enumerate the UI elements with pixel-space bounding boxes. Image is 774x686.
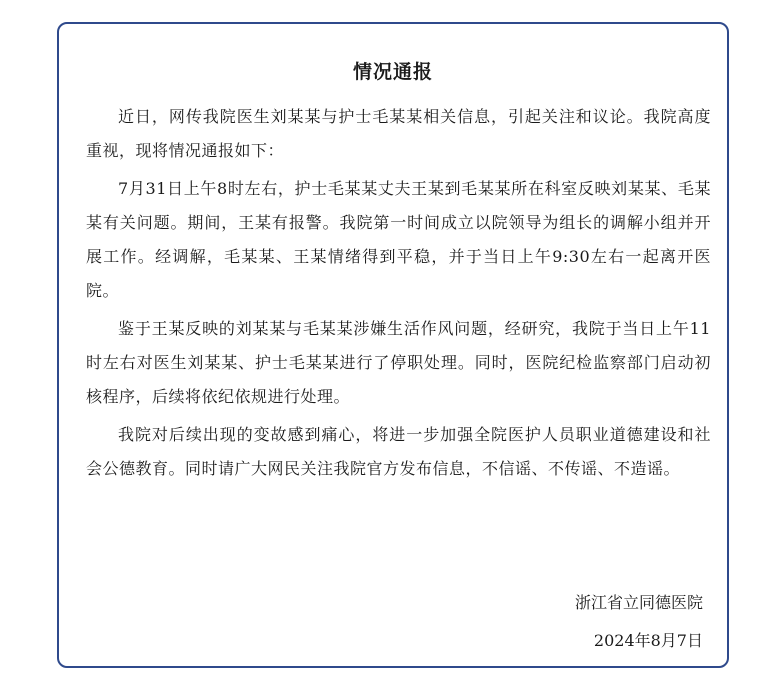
notice-body xyxy=(86,100,711,490)
paragraph-handling: 鉴于王某反映的刘某某与毛某某涉嫌生活作风问题，经研究，我院于当日上午11时左右对医生刘某某、护士毛某某进行了停职处理。同时，医院纪检监察部门启动初核程序，后续将依纪依规进行处理。 xyxy=(86,319,711,406)
paragraph-intro: 近日，网传我院医生刘某某与护士毛某某相关信息，引起关注和议论。我院高度重视，现将情况通报如下： xyxy=(86,107,711,160)
signature-block xyxy=(575,584,703,660)
paragraph-closing: 我院对后续出现的变故感到痛心，将进一步加强全院医护人员职业道德建设和社会公德教育。同时请广大网民关注我院官方发布信息，不信谣、不传谣、不造谣。 xyxy=(86,425,711,478)
notice-document xyxy=(57,22,729,668)
notice-title: 情况通报 xyxy=(352,61,433,83)
issuer-name: 浙江省立同德医院 xyxy=(574,593,703,612)
issue-date: 2024年8月7日 xyxy=(593,631,703,650)
paragraph-incident: 7月31日上午8时左右，护士毛某某丈夫王某到毛某某所在科室反映刘某某、毛某某有关问题。期间，王某有报警。我院第一时间成立以院领导为组长的调解小组并开展工作。经调解，毛某某、王某情绪得到平稳，并于当日上午9:30左右一起离开医院。 xyxy=(86,179,711,300)
